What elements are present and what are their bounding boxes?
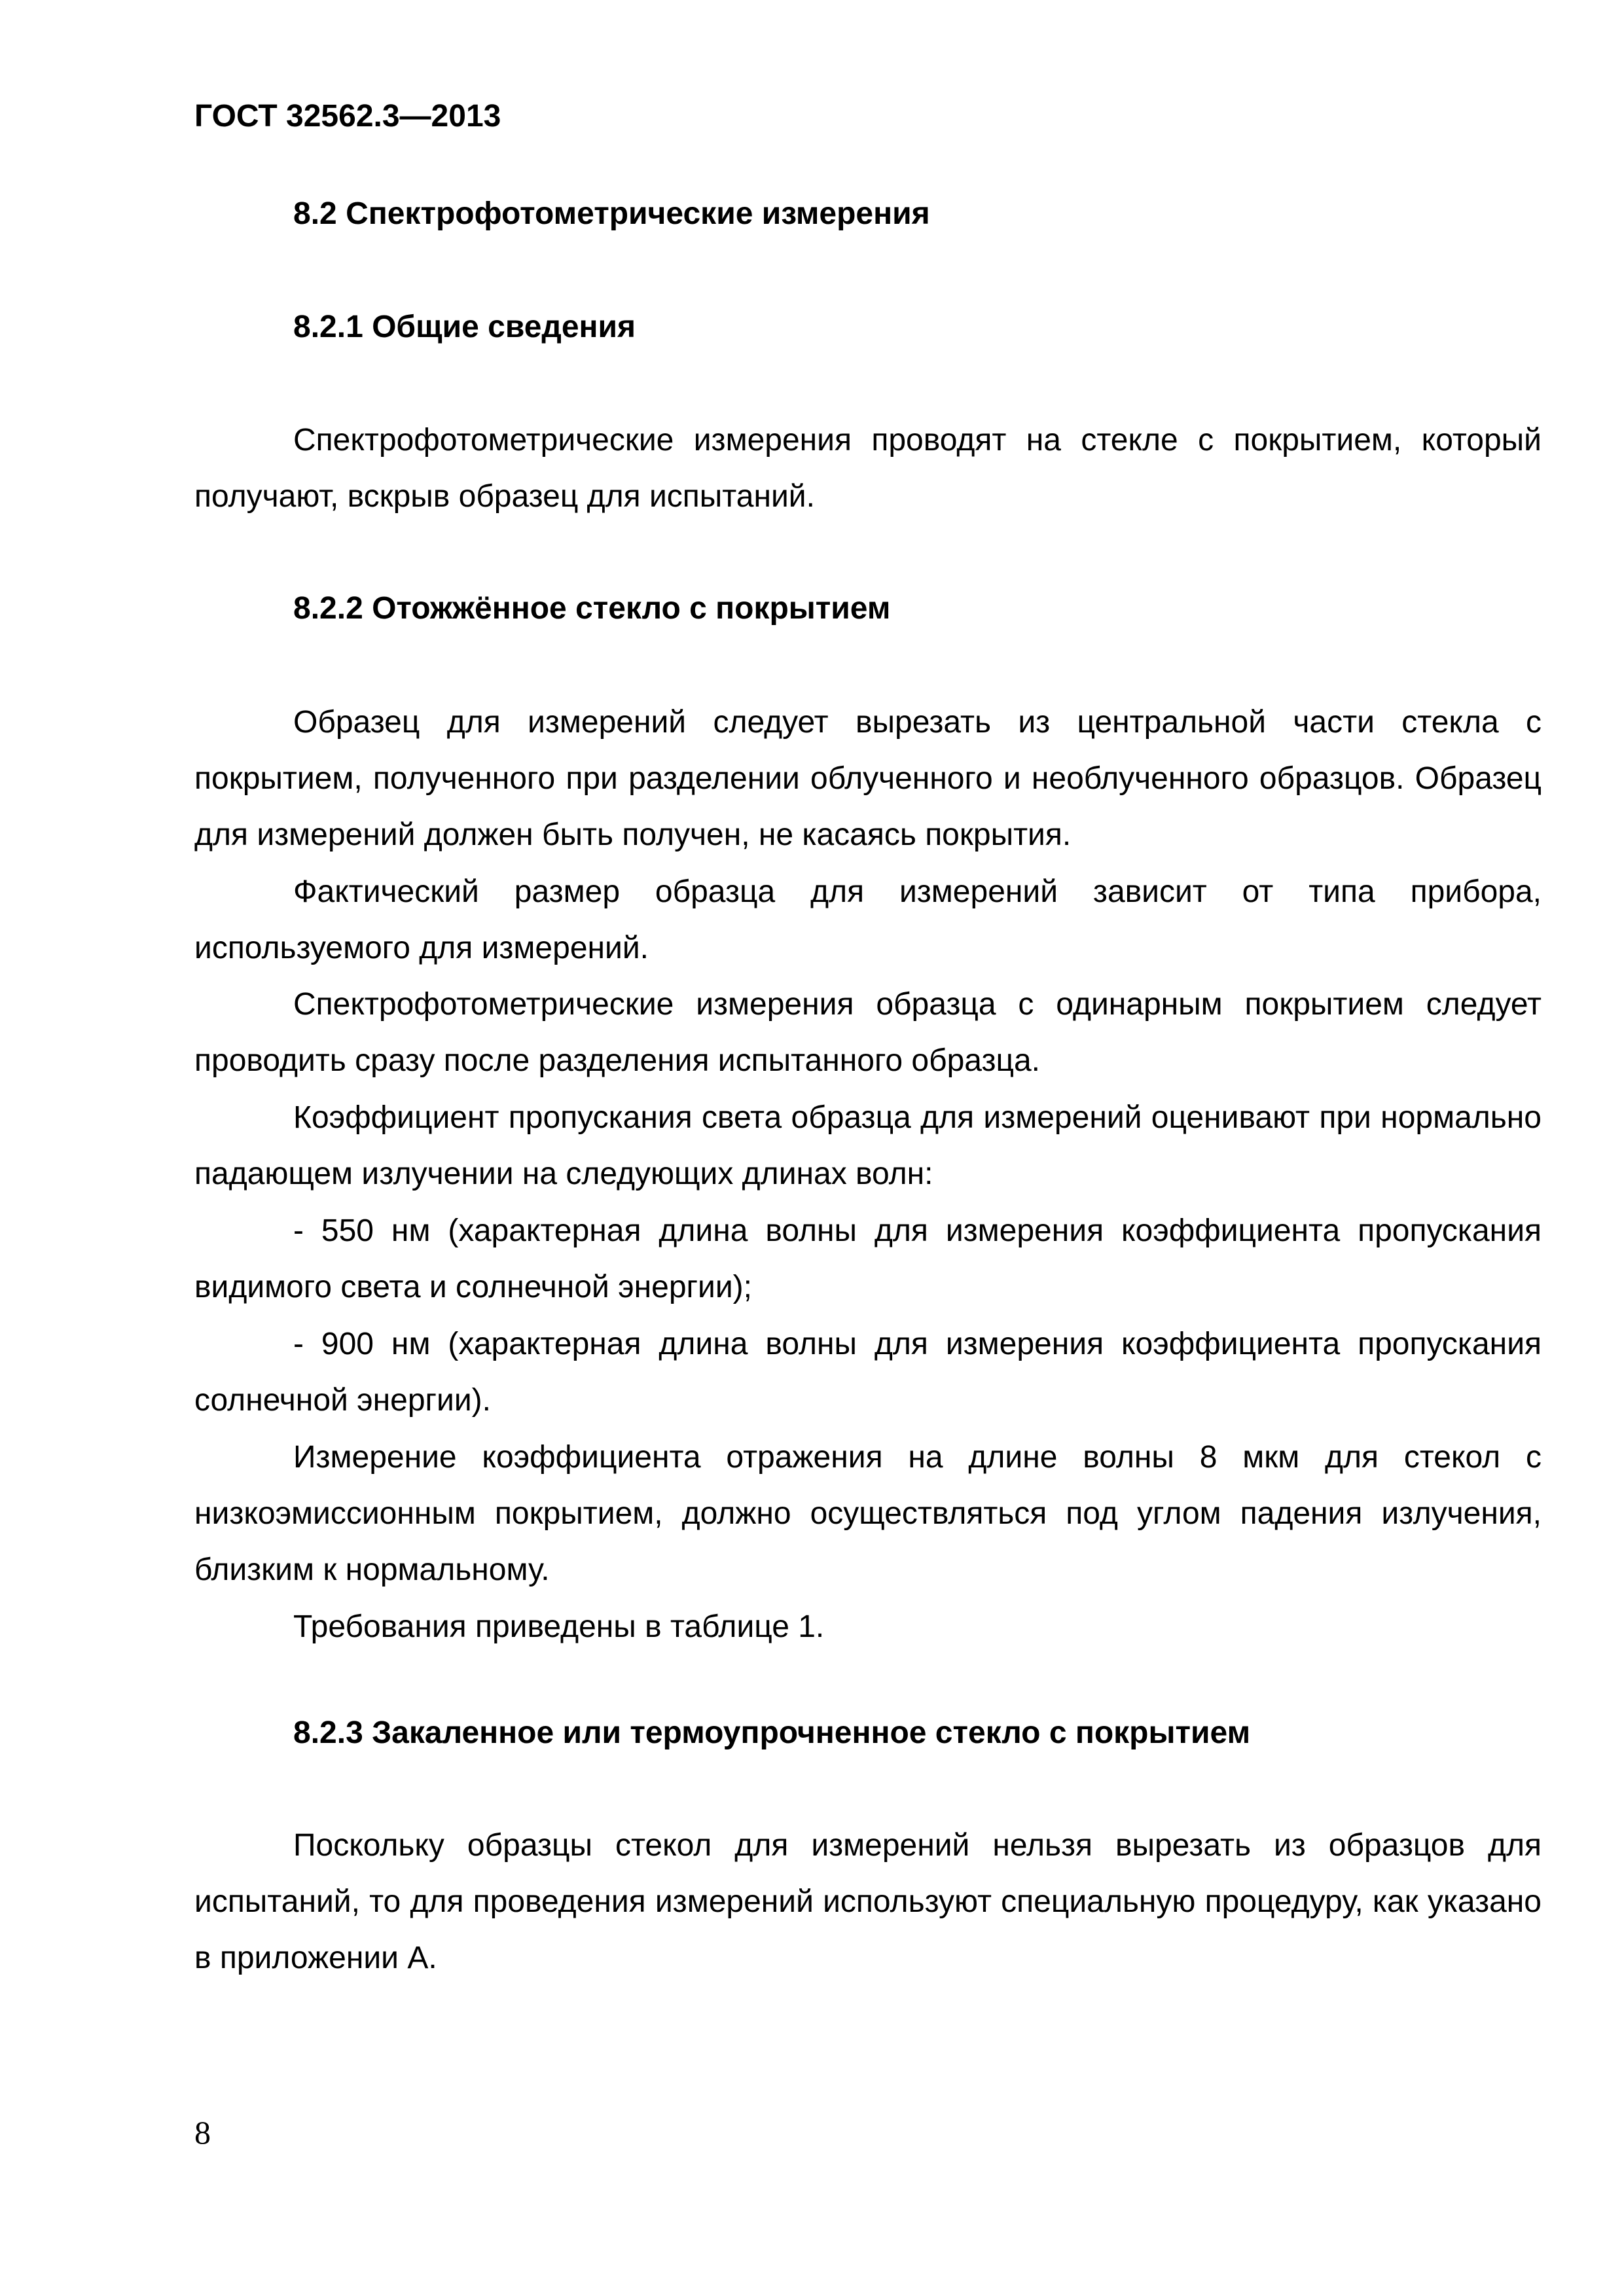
page-number: 8 xyxy=(194,2114,211,2151)
section-heading-8-2-1: 8.2.1 Общие сведения xyxy=(293,310,636,344)
section-heading-8-2-2: 8.2.2 Отожжённое стекло с покрытием xyxy=(293,591,891,626)
list-item: - 900 нм (характерная длина волны для измерения коэффициента пропускания солнечной энергии). xyxy=(194,1327,1542,1418)
paragraph: Измерение коэффициента отражения на длине волны 8 мкм для стекол с низкоэмиссионным покрытием, должно осуществляться под углом падения излучения, близким к нормальному. xyxy=(194,1440,1542,1587)
document-header: ГОСТ 32562.3—2013 xyxy=(194,99,501,134)
paragraph: Поскольку образцы стекол для измерений нельзя вырезать из образцов для испытаний, то для проведения измерений используют специальную процедуру, как указано в приложении А. xyxy=(194,1828,1542,1975)
section-heading-8-2-3: 8.2.3 Закаленное или термоупрочненное стекло с покрытием xyxy=(293,1715,1251,1750)
list-item: - 550 нм (характерная длина волны для измерения коэффициента пропускания видимого света и солнечной энергии); xyxy=(194,1213,1542,1304)
paragraph: Фактический размер образца для измерений зависит от типа прибора, используемого для измерений. xyxy=(194,874,1542,965)
paragraph: Требования приведены в таблице 1. xyxy=(293,1609,825,1644)
paragraph: Спектрофотометрические измерения образца с одинарным покрытием следует проводить сразу после разделения испытанного образца. xyxy=(194,987,1542,1078)
section-heading-8-2: 8.2 Спектрофотометрические измерения xyxy=(293,196,930,231)
paragraph: Спектрофотометрические измерения проводят на стекле с покрытием, который получают, вскрыв образец для испытаний. xyxy=(194,423,1542,514)
paragraph: Образец для измерений следует вырезать из центральной части стекла с покрытием, полученного при разделении облученного и необлученного образцов. Образец для измерений должен быть получен, не касаясь покрытия. xyxy=(194,705,1542,852)
paragraph: Коэффициент пропускания света образца для измерений оценивают при нормально падающем излучении на следующих длинах волн: xyxy=(194,1100,1542,1191)
